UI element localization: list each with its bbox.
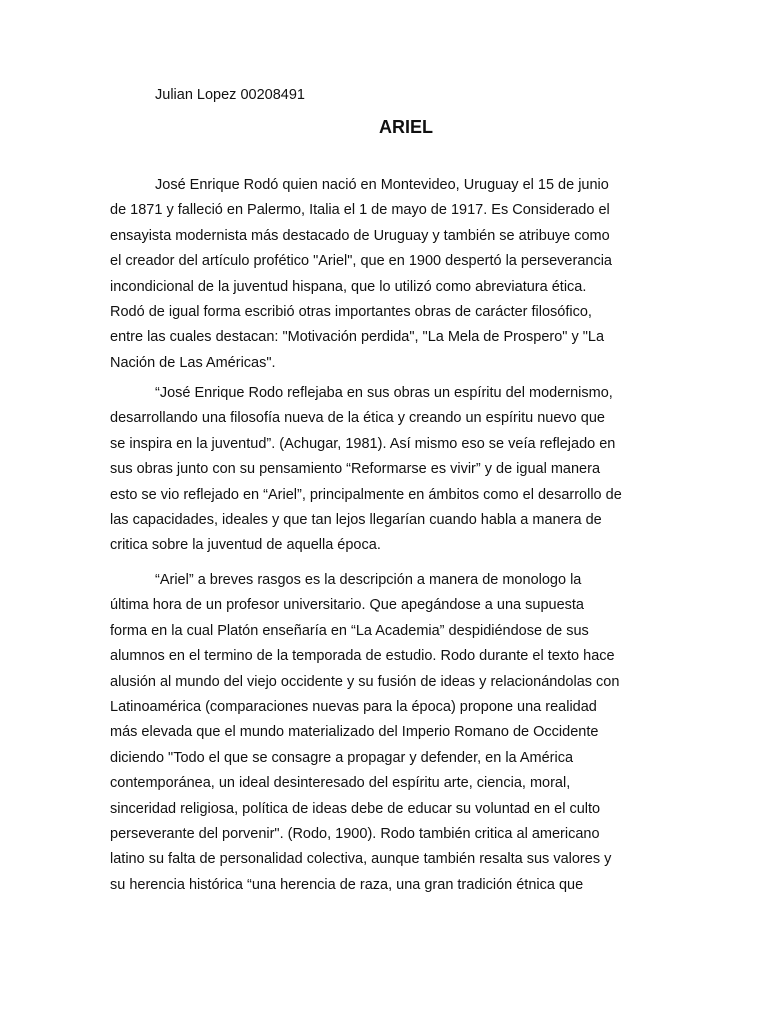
paragraph-line: las capacidades, ideales y que tan lejos llegarían cuando habla a manera de xyxy=(110,512,602,529)
paragraph-line: Rodó de igual forma escribió otras importantes obras de carácter filosófico, xyxy=(110,304,592,321)
paragraph-line: ensayista modernista más destacado de Uruguay y también se atribuye como xyxy=(110,227,610,244)
paragraph-line: Nación de Las Américas". xyxy=(110,354,276,371)
paragraph-2 xyxy=(110,381,670,559)
paragraph-line: “Ariel” a breves rasgos es la descripción a manera de monologo la xyxy=(155,572,582,588)
paragraph-line: esto se vio reflejado en “Ariel”, principalmente en ámbitos como el desarrollo de xyxy=(110,486,622,503)
paragraph-line: última hora de un profesor universitario. Que apegándose a una supuesta xyxy=(110,597,584,614)
paragraph-line: sinceridad religiosa, política de ideas debe de educar su voluntad en el culto xyxy=(110,800,601,817)
paragraph-line: “José Enrique Rodo reflejaba en sus obras un espíritu del modernismo, xyxy=(155,385,613,401)
paragraph-line: alumnos en el termino de la temporada de estudio. Rodo durante el texto hace xyxy=(110,648,615,665)
paragraph-line: el creador del artículo profético "Ariel", que en 1900 despertó la perseverancia xyxy=(110,253,612,270)
paragraph-line: critica sobre la juventud de aquella época. xyxy=(110,537,381,554)
paragraph-line: Latinoamérica (comparaciones nuevas para la época) propone una realidad xyxy=(110,699,597,716)
paragraph-line: perseverante del porvenir". (Rodo, 1900). Rodo también critica al americano xyxy=(110,826,600,843)
document-title: ARIEL xyxy=(379,117,433,137)
author-line: Julian Lopez 00208491 xyxy=(155,87,305,103)
paragraph-line: latino su falta de personalidad colectiva, aunque también resalta sus valores y xyxy=(110,851,612,868)
paragraph-line: entre las cuales destacan: "Motivación perdida", "La Mela de Prospero" y "La xyxy=(110,329,605,346)
paragraph-line: su herencia histórica “una herencia de raza, una gran tradición étnica que xyxy=(110,876,584,893)
paragraph-line: de 1871 y falleció en Palermo, Italia el 1 de mayo de 1917. Es Considerado el xyxy=(110,202,610,219)
paragraph-line: José Enrique Rodó quien nació en Montevideo, Uruguay el 15 de junio xyxy=(155,177,609,193)
paragraph-line: incondicional de la juventud hispana, que lo utilizó como abreviatura ética. xyxy=(110,278,587,295)
paragraph-3 xyxy=(110,568,670,898)
paragraph-line: desarrollando una filosofía nueva de la ética y creando un espíritu nuevo que xyxy=(110,410,605,427)
paragraph-line: forma en la cual Platón enseñaría en “La Academia” despidiéndose de sus xyxy=(110,622,589,639)
paragraph-line: contemporánea, un ideal desinteresado del espíritu arte, ciencia, moral, xyxy=(110,775,571,792)
paragraph-line: sus obras junto con su pensamiento “Reformarse es vivir” y de igual manera xyxy=(110,461,601,478)
paragraph-line: se inspira en la juventud”. (Achugar, 1981). Así mismo eso se veía reflejado en xyxy=(110,435,616,452)
paragraph-line: diciendo "Todo el que se consagre a propagar y defender, en la América xyxy=(110,749,574,766)
paragraph-line: alusión al mundo del viejo occidente y su fusión de ideas y relacionándolas con xyxy=(110,673,620,690)
paragraph-line: más elevada que el mundo materializado del Imperio Romano de Occidente xyxy=(110,724,599,741)
paragraph-1 xyxy=(110,173,670,376)
